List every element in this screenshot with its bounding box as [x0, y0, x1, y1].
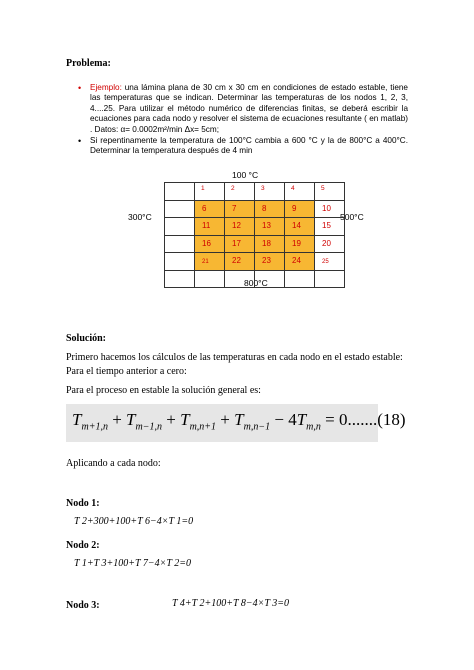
example-text: una lámina plana de 30 cm x 30 cm en condiciones de estado estable, tiene las temperaturas que se indican. Determinar las temperaturas de los nodos 1, 2, 3, 4....25. Para utilizar el método numérico de diferencias finitas, se deberá escribir la ecuaciones para cada nodo y resolver el sistema de ecuaciones resultante ( en matlab) . Datos: α= 0.0002m²/min Δx= 5cm; [90, 83, 408, 134]
grid-cell [165, 183, 195, 201]
grid-cell [255, 253, 285, 271]
node-label: 13 [262, 221, 271, 230]
general-equation-tail: = 0.......(18) [325, 410, 406, 429]
problem-bullet-1 [78, 83, 408, 135]
node-2-label: Nodo 2: [66, 540, 100, 551]
node-label: 14 [292, 221, 301, 230]
grid-cell [315, 235, 345, 253]
node-label: 23 [262, 256, 271, 265]
node-label: 20 [322, 238, 331, 248]
grid-cell [285, 200, 315, 218]
node-grid [164, 182, 345, 288]
bullet-2-text: Si repentinamente la temperatura de 100°C cambia a 600 °C y la de 800°C a 400°C. Determinar la temperatura después de 4 min [90, 136, 408, 156]
node-label: 7 [232, 203, 237, 213]
grid-cell [195, 200, 225, 218]
grid-cell [225, 200, 255, 218]
grid-cell [165, 235, 195, 253]
grid-cell [315, 218, 345, 236]
node-1-label: Nodo 1: [66, 498, 100, 509]
grid-cell [195, 253, 225, 271]
solution-heading: Solución: [66, 333, 107, 344]
right-temperature-label: 500°C [340, 212, 364, 222]
grid-cell [195, 183, 225, 201]
node-label: 3 [261, 185, 265, 192]
node-label: 10 [322, 203, 331, 213]
bullet-icon: • [78, 136, 82, 147]
node-label: 17 [232, 238, 241, 248]
node-label: 21 [202, 259, 209, 265]
node-label: 19 [292, 238, 301, 248]
grid-cell [225, 253, 255, 271]
grid-cell [225, 183, 255, 201]
general-equation: $T_{m+1,n} + T_{m-1,n} + T_{m,n+1} + T_{m,n-1} - 4T_{m,n} = 0.......(18)$ [72, 410, 406, 433]
grid-cell [225, 235, 255, 253]
grid-cell [165, 218, 195, 236]
grid-cell [255, 270, 285, 288]
top-temperature-label: 100 °C [232, 170, 259, 180]
node-label: 25 [322, 259, 329, 265]
grid-cell [285, 218, 315, 236]
bullet-icon: • [78, 83, 82, 93]
node-label: 22 [232, 256, 241, 265]
grid-cell [165, 200, 195, 218]
node-2-equation: T 1+T 3+100+T 7−4×T 2=0 [74, 558, 192, 569]
node-label: 5 [321, 185, 325, 192]
node-label: 12 [232, 221, 241, 230]
node-1-equation: T 2+300+100+T 6−4×T 1=0 [74, 516, 194, 527]
bottom-temperature-label: 800°C [244, 278, 268, 288]
left-temperature-label: 300°C [128, 212, 152, 222]
node-label: 4 [291, 185, 295, 192]
grid-cell [255, 200, 285, 218]
grid-cell [285, 235, 315, 253]
grid-cell [315, 253, 345, 271]
problem-list [78, 83, 408, 158]
node-label: 24 [292, 256, 301, 265]
grid-cell [255, 183, 285, 201]
node-label: 15 [322, 221, 331, 230]
grid-cell [285, 183, 315, 201]
grid-cell [225, 218, 255, 236]
node-label: 2 [231, 185, 235, 192]
grid-cell [195, 270, 225, 288]
grid-cell [195, 235, 225, 253]
solution-para-1: Primero hacemos los cálculos de las temperaturas en cada nodo en el estado estable: [66, 352, 403, 363]
solution-para-4: Aplicando a cada nodo: [66, 458, 161, 469]
node-label: 6 [202, 203, 207, 213]
grid-cell [195, 218, 225, 236]
node-3-equation: T 4+T 2+100+T 8−4×T 3=0 [172, 598, 290, 609]
node-label: 18 [262, 238, 271, 248]
problem-heading: Problema: [66, 58, 111, 69]
grid-cell [315, 270, 345, 288]
node-3-label: Nodo 3: [66, 600, 100, 611]
problem-bullet-2 [78, 136, 408, 157]
grid-cell [165, 270, 195, 288]
grid-cell [285, 253, 315, 271]
grid-cell [255, 235, 285, 253]
node-label: 8 [262, 203, 267, 213]
solution-para-2: Para el tiempo anterior a cero: [66, 366, 187, 377]
solution-para-3: Para el proceso en estable la solución general es: [66, 385, 261, 396]
grid-cell [285, 270, 315, 288]
grid-cell [165, 253, 195, 271]
grid-cell [225, 270, 255, 288]
node-label: 1 [201, 185, 205, 192]
grid-cell [315, 200, 345, 218]
node-label: 16 [202, 238, 211, 248]
grid-cell [255, 218, 285, 236]
node-label: 9 [292, 203, 297, 213]
example-keyword: Ejemplo: [90, 83, 122, 92]
general-equation-box [66, 404, 406, 442]
grid-cell [315, 183, 345, 201]
node-label: 11 [202, 221, 211, 230]
